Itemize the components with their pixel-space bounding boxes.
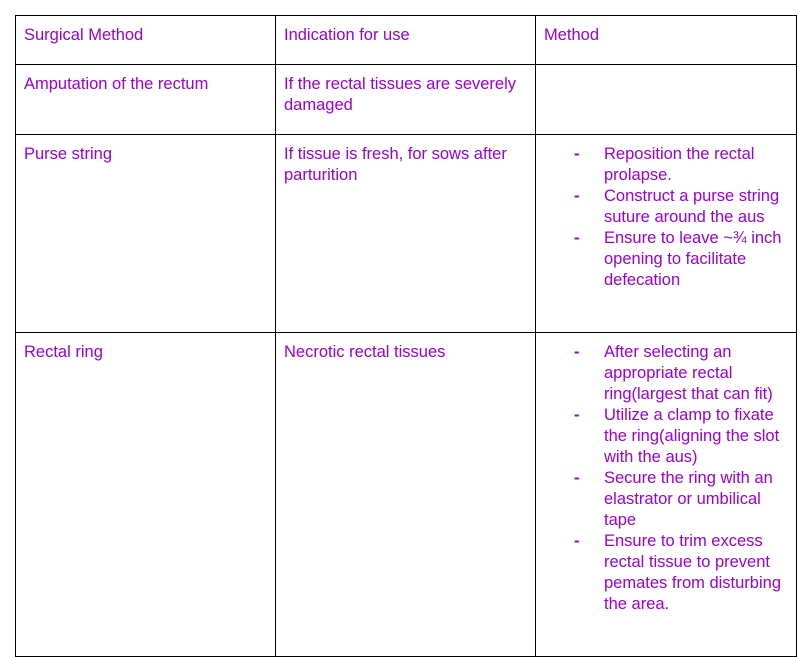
cell-method: Amputation of the rectum — [16, 65, 276, 135]
table-row — [16, 65, 797, 135]
step-text: Reposition the rectal prolapse. — [604, 145, 755, 184]
table-header-row — [16, 16, 797, 65]
step-text: After selecting an appropriate rectal ring(largest that can fit) — [604, 343, 773, 403]
list-item — [544, 405, 788, 468]
list-item — [544, 468, 788, 531]
table-row — [16, 135, 797, 333]
step-text: Ensure to leave ~¾ inch opening to facilitate defecation — [604, 229, 782, 289]
dash-bullet: - — [574, 187, 580, 205]
list-item — [544, 228, 788, 291]
header-surgical-method: Surgical Method — [16, 16, 276, 65]
list-item — [544, 531, 788, 615]
table-row — [16, 333, 797, 657]
list-item — [544, 186, 788, 228]
cell-indication: If tissue is fresh, for sows after parturition — [276, 135, 536, 333]
cell-method: Rectal ring — [16, 333, 276, 657]
step-text: Ensure to trim excess rectal tissue to prevent pemates from disturbing the area. — [604, 532, 781, 613]
dash-bullet: - — [574, 532, 580, 550]
cell-steps — [536, 333, 797, 657]
dash-bullet: - — [574, 406, 580, 424]
dash-bullet: - — [574, 343, 580, 361]
dash-bullet: - — [574, 229, 580, 247]
step-text: Secure the ring with an elastrator or umbilical tape — [604, 469, 773, 529]
step-text: Utilize a clamp to fixate the ring(aligning the slot with the aus) — [604, 406, 780, 466]
surgical-methods-table — [15, 15, 797, 657]
header-method: Method — [536, 16, 797, 65]
steps-list — [544, 144, 788, 291]
cell-indication: If the rectal tissues are severely damaged — [276, 65, 536, 135]
cell-steps — [536, 135, 797, 333]
header-indication: Indication for use — [276, 16, 536, 65]
list-item — [544, 144, 788, 186]
cell-steps — [536, 65, 797, 135]
dash-bullet: - — [574, 145, 580, 163]
step-text: Construct a purse string suture around the aus — [604, 187, 780, 226]
cell-method: Purse string — [16, 135, 276, 333]
dash-bullet: - — [574, 469, 580, 487]
list-item — [544, 342, 788, 405]
cell-indication: Necrotic rectal tissues — [276, 333, 536, 657]
steps-list — [544, 342, 788, 615]
